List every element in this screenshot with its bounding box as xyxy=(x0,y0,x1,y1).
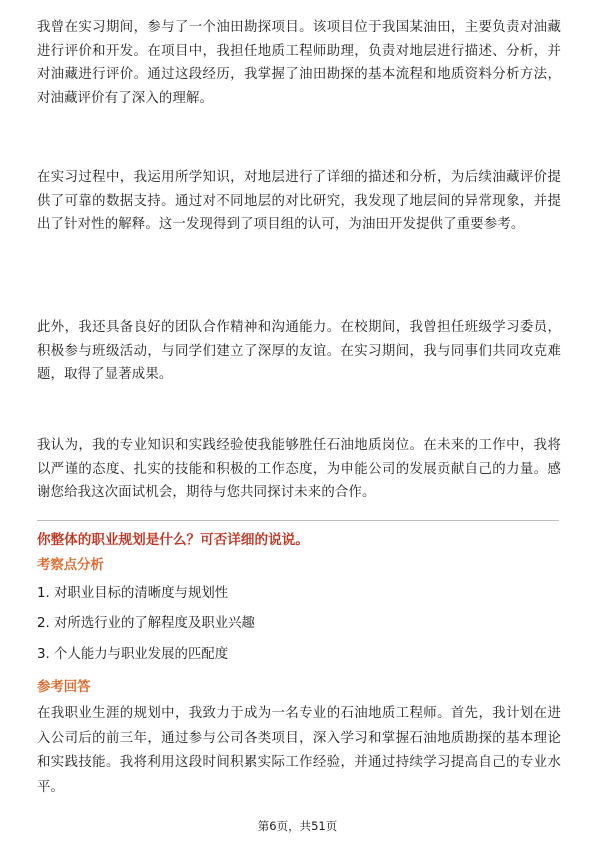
interview-question: 你整体的职业规划是什么？可否详细的说说。 xyxy=(37,532,309,548)
paragraph-conclusion: 我认为，我的专业知识和实践经验使我能够胜任石油地质岗位。在未来的工作中，我将以严谨的态度、扎实的技能和积极的工作态度，为申能公司的发展贡献自己的力量。感谢您给我这次面试机会，期待与您共同探讨未来的合作。 xyxy=(37,438,561,501)
answer-title: 参考回答 xyxy=(37,680,91,695)
analysis-item: 3. 个人能力与职业发展的匹配度 xyxy=(37,647,229,662)
page-number: 第6页，共51页 xyxy=(257,819,338,833)
paragraph-teamwork: 此外，我还具备良好的团队合作精神和沟通能力。在校期间，我曾担任班级学习委员，积极参与班级活动，与同学们建立了深厚的友谊。在实习期间，我与同事们共同攻克难题，取得了显著成果。 xyxy=(37,320,561,383)
paragraph-internship-analysis: 在实习过程中，我运用所学知识，对地层进行了详细的描述和分析，为后续油藏评价提供了可靠的数据支持。通过对不同地层的对比研究，我发现了地层间的异常现象，并提出了针对性的解释。这一发现得到了项目组的认可，为油田开发提供了重要参考。 xyxy=(37,170,561,233)
answer-text: 在我职业生涯的规划中，我致力于成为一名专业的石油地质工程师。首先，我计划在进入公司后的前三年，通过参与公司各类项目，深入学习和掌握石油地质勘探的基本理论和实践技能。我将利用这段时间积累实际工作经验，并通过持续学习提高自己的专业水平。 xyxy=(37,706,561,795)
paragraph-internship-project: 我曾在实习期间，参与了一个油田勘探项目。该项目位于我国某油田，主要负责对油藏进行评价和开发。在项目中，我担任地质工程师助理，负责对地层进行描述、分析，并对油藏进行评价。通过这段经历，我掌握了油田勘探的基本流程和地质资料分析方法，对油藏评价有了深入的理解。 xyxy=(37,20,561,106)
analysis-item: 1. 对职业目标的清晰度与规划性 xyxy=(37,586,229,601)
analysis-item: 2. 对所选行业的了解程度及职业兴趣 xyxy=(37,616,255,631)
analysis-title: 考察点分析 xyxy=(37,558,104,573)
section-divider xyxy=(37,520,559,521)
